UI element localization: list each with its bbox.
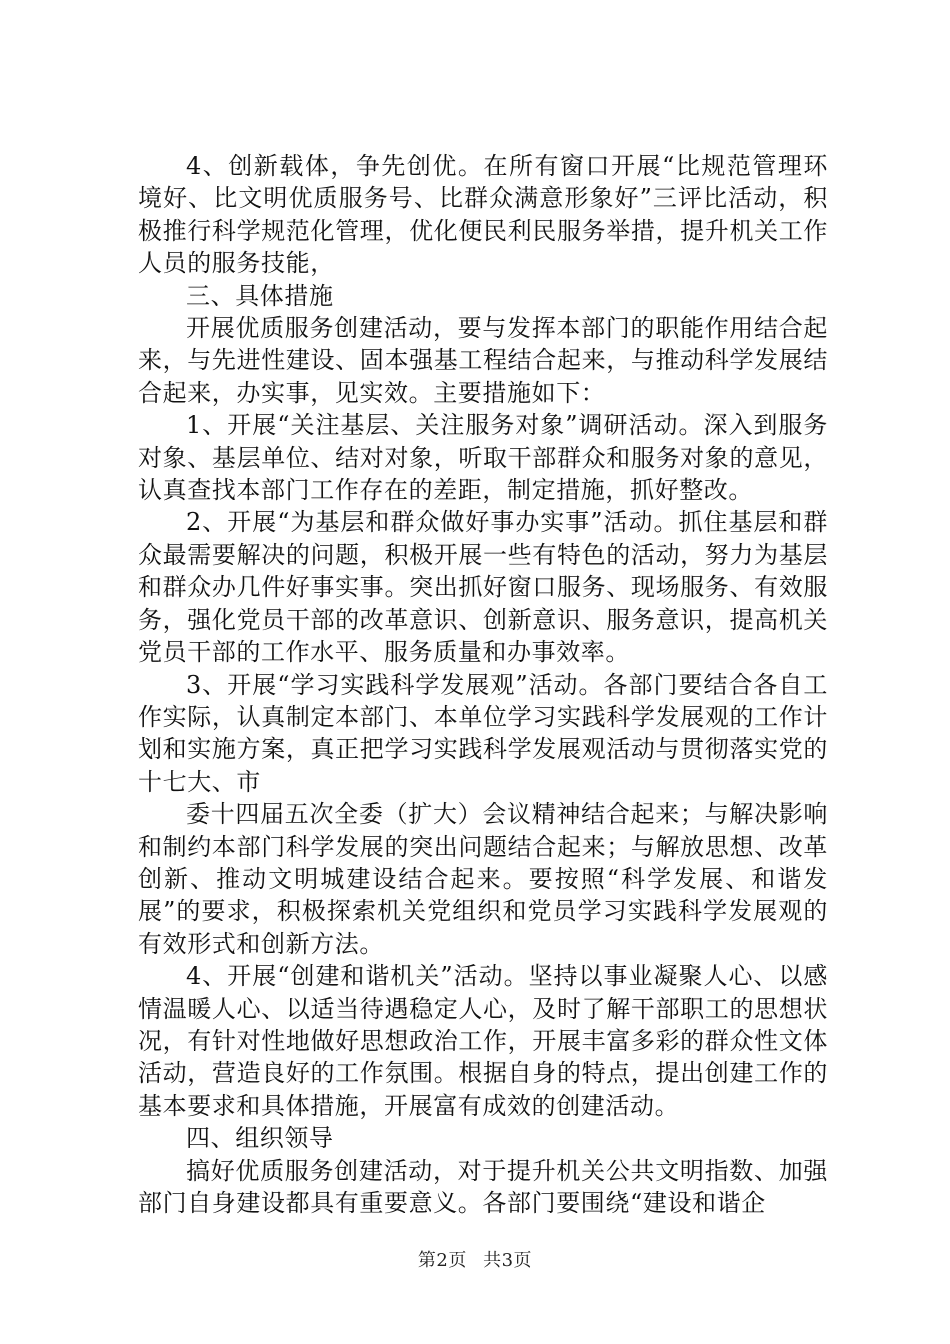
paragraph-measure-3: 3、开展“学习实践科学发展观”活动。各部门要结合各自工作实际，认真制定本部门、本单位学习实践科学发展观的工作计划和实施方案，真正把学习实践科学发展观活动与贯彻落实党的十七大、市 (138, 670, 828, 796)
paragraph-innovation-carrier: 4、创新载体，争先创优。在所有窗口开展“比规范管理环境好、比文明优质服务号、比群众满意形象好”三评比活动，积极推行科学规范化管理，优化便民利民服务举措，提升机关工作人员的服务技能， (138, 152, 828, 278)
document-body (138, 150, 828, 1219)
page-number-total: 共3页 (483, 1250, 533, 1271)
page-footer (0, 1246, 950, 1272)
paragraph-measure-4: 4、开展“创建和谐机关”活动。坚持以事业凝聚人心、以感情温暖人心、以适当待遇稳定人心，及时了解干部职工的思想状况，有针对性地做好思想政治工作，开展丰富多彩的群众性文体活动，营造良好的工作氛围。根据自身的特点，提出创建工作的基本要求和具体措施，开展富有成效的创建活动。 (138, 962, 828, 1120)
paragraph-measure-3-continued: 委十四届五次全委（扩大）会议精神结合起来；与解决影响和制约本部门科学发展的突出问题结合起来；与解放思想、改革创新、推动文明城建设结合起来。要按照“科学发展、和谐发展”的要求，积极探索机关党组织和党员学习实践科学发展观的有效形式和创新方法。 (138, 800, 828, 958)
paragraph-measure-1: 1、开展“关注基层、关注服务对象”调研活动。深入到服务对象、基层单位、结对对象，听取干部群众和服务对象的意见，认真查找本部门工作存在的差距，制定措施，抓好整改。 (138, 411, 828, 505)
paragraph-measure-2: 2、开展“为基层和群众做好事办实事”活动。抓住基层和群众最需要解决的问题，积极开展一些有特色的活动，努力为基层和群众办几件好事实事。突出抓好窗口服务、现场服务、有效服务，强化党员干部的改革意识、创新意识、服务意识，提高机关党员干部的工作水平、服务质量和办事效率。 (138, 508, 828, 667)
paragraph-organization: 搞好优质服务创建活动，对于提升机关公共文明指数、加强部门自身建设都具有重要意义。各部门要围绕“建设和谐企 (138, 1156, 828, 1217)
paragraph-measures-intro: 开展优质服务创建活动，要与发挥本部门的职能作用结合起来，与先进性建设、固本强基工程结合起来，与推动科学发展结合起来，办实事，见实效。主要措施如下： (138, 314, 828, 407)
section-heading-organization: 四、组织领导 (186, 1124, 334, 1153)
page-number-current: 第2页 (417, 1250, 467, 1271)
section-heading-specific-measures: 三、具体措施 (186, 281, 334, 310)
